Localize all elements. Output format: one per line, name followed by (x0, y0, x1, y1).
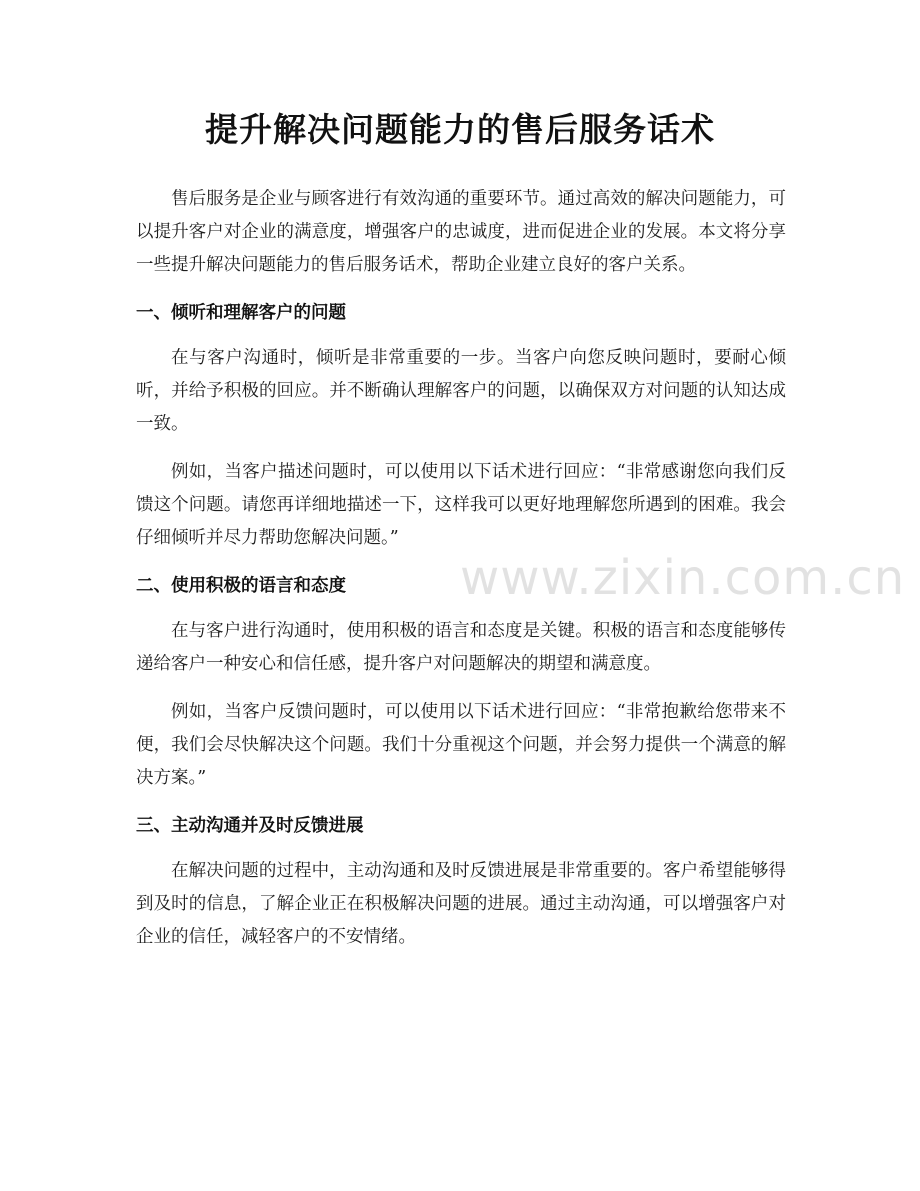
watermark-text: www.zixin.com.cn (460, 550, 906, 606)
intro-paragraph: 售后服务是企业与顾客进行有效沟通的重要环节。通过高效的解决问题能力，可以提升客户对企业的满意度，增强客户的忠诚度，进而促进企业的发展。本文将分享一些提升解决问题能力的售后服务话术，帮助企业建立良好的客户关系。 (136, 189, 786, 275)
section-heading-2: 二、使用积极的语言和态度 (136, 576, 346, 596)
document-title: 提升解决问题能力的售后服务话术 (205, 110, 715, 149)
section-1-paragraph-2: 例如，当客户描述问题时，可以使用以下话术进行回应：“非常感谢您向我们反馈这个问题。请您再详细地描述一下，这样我可以更好地理解您所遇到的困难。我会仔细倾听并尽力帮助您解决问题。” (136, 462, 786, 548)
section-heading-1: 一、倾听和理解客户的问题 (136, 303, 346, 323)
section-2-paragraph-1: 在与客户进行沟通时，使用积极的语言和态度是关键。积极的语言和态度能够传递给客户一种安心和信任感，提升客户对问题解决的期望和满意度。 (136, 621, 786, 674)
section-1-paragraph-1: 在与客户沟通时，倾听是非常重要的一步。当客户向您反映问题时，要耐心倾听，并给予积极的回应。并不断确认理解客户的问题，以确保双方对问题的认知达成一致。 (136, 348, 786, 434)
section-3-paragraph-1: 在解决问题的过程中，主动沟通和及时反馈进展是非常重要的。客户希望能够得到及时的信息，了解企业正在积极解决问题的进展。通过主动沟通，可以增强客户对企业的信任，减轻客户的不安情绪。 (136, 861, 786, 947)
section-heading-3: 三、主动沟通并及时反馈进展 (136, 816, 364, 836)
document-body (136, 183, 786, 954)
section-2-paragraph-2: 例如，当客户反馈问题时，可以使用以下话术进行回应：“非常抱歉给您带来不便，我们会尽快解决这个问题。我们十分重视这个问题，并会努力提供一个满意的解决方案。” (136, 702, 786, 788)
